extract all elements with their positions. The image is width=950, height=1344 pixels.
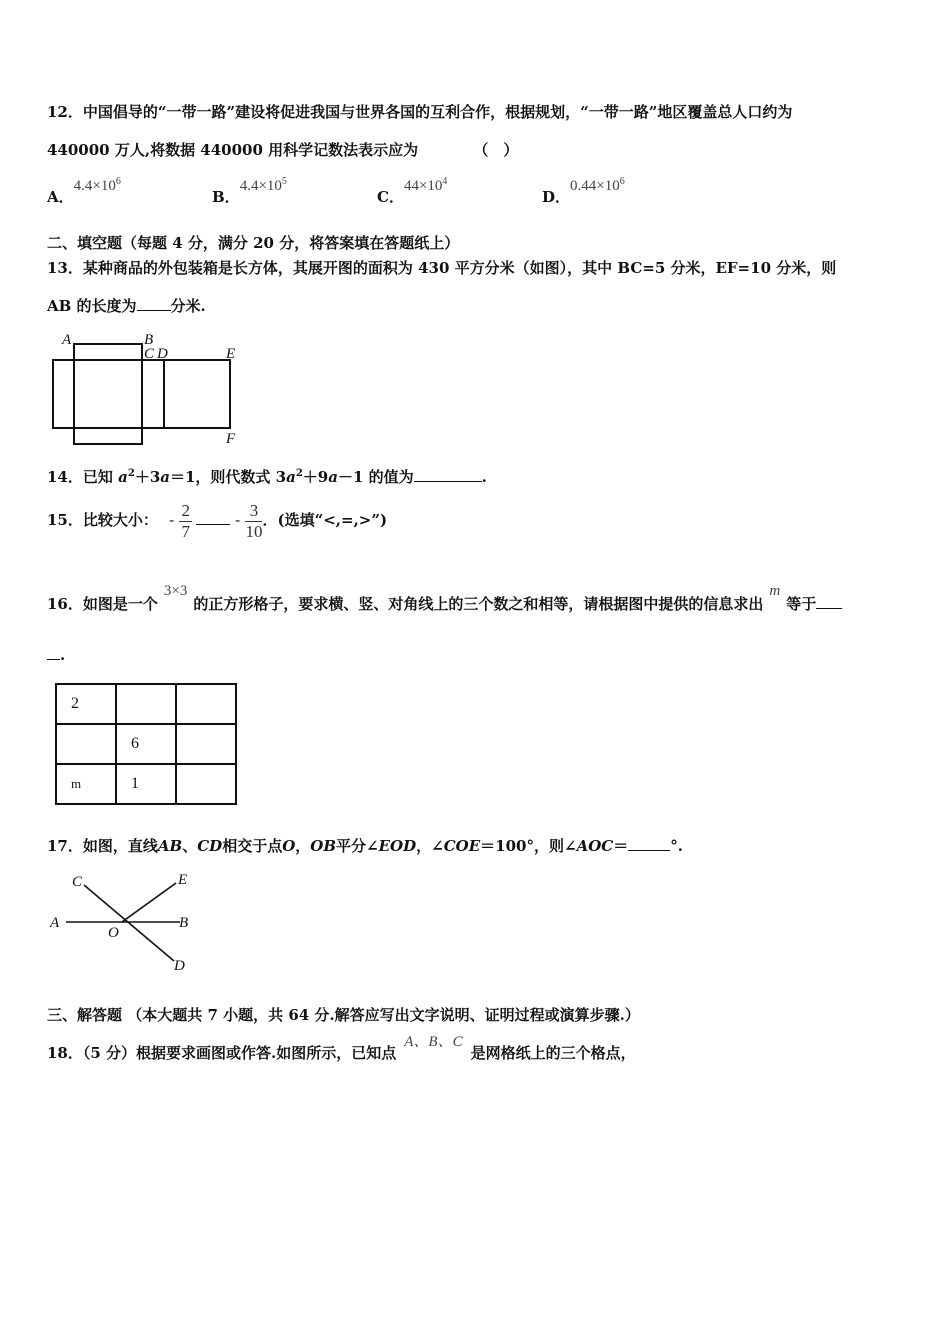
q15-frac2-sign: - — [235, 511, 241, 529]
q16-grid-cell: 1 — [116, 764, 176, 804]
q12-answer-paren: （ ） — [473, 141, 519, 159]
q17-t7: °. — [670, 837, 683, 855]
q16-grid-cell: 2 — [56, 684, 116, 724]
q17-line-cd-segment — [84, 885, 174, 961]
q17-point-o: O — [282, 837, 296, 855]
q17-t6: ＝ — [613, 837, 629, 855]
q18-number: 18． — [47, 1044, 83, 1062]
q18-post: 是网格纸上的三个格点， — [470, 1044, 636, 1062]
q16-grid-cell — [176, 684, 236, 724]
q13-net-back-face — [164, 360, 230, 428]
q17-ray-ob: OB — [310, 837, 337, 855]
q12-line1 — [47, 102, 792, 122]
q12-option-c-value: $44\times 10^4$ — [403, 176, 448, 194]
q13-label-d: D — [157, 346, 168, 362]
q13-label-e: E — [226, 346, 236, 362]
q13-line1 — [47, 258, 836, 278]
q17-answer-blank[interactable] — [628, 850, 670, 851]
q17-pre: 如图，直线 — [82, 837, 158, 855]
q16-grid-cell: 6 — [116, 724, 176, 764]
q15-frac1-numerator: 2 — [181, 500, 190, 520]
q16-grid-cell — [56, 724, 116, 764]
section2-heading: 二、填空题（每题 4 分，满分 20 分，将答案填在答题纸上） — [47, 234, 460, 252]
q13-label-a: A — [62, 332, 72, 348]
q18-points: A、B、C — [404, 1034, 463, 1050]
q13-net-top-face — [74, 344, 142, 360]
q14-expr-end: －1 的值为 — [337, 468, 414, 486]
q16-mid: 的正方形格子，要求横、竖、对角线上的三个数之和相等，请根据图中提供的信息求出 — [193, 595, 764, 613]
q12-option-d-label: D． — [542, 188, 571, 206]
q17-label-b: B — [179, 915, 189, 931]
q17-label-c: C — [72, 874, 83, 890]
q17-angle-aoc: AOC — [576, 837, 614, 855]
q17-label-e: E — [178, 872, 188, 888]
q18-pre: （5 分）根据要求画图或作答.如图所示，已知点 — [82, 1044, 397, 1062]
q16-pre: 如图是一个 — [82, 595, 158, 613]
q17-t1: 相交于点 — [222, 837, 283, 855]
q13-line2 — [47, 296, 206, 316]
q12-line2 — [47, 140, 518, 160]
q15-number: 15． — [47, 511, 83, 529]
q17-angle-coe: COE — [443, 837, 481, 855]
q17-label-o: O — [108, 925, 119, 941]
q17-angle-eod: EOD — [378, 837, 417, 855]
q16-grid-cell — [176, 724, 236, 764]
q14-expr-a2: a — [328, 468, 338, 486]
q16-end: . — [60, 646, 66, 664]
q12-option-b-label: B． — [212, 188, 240, 206]
q15-frac1-denominator: 7 — [181, 521, 190, 541]
q16-line2 — [47, 645, 65, 665]
q15-text: 比较大小： — [82, 511, 158, 529]
q13-net-right-face — [142, 360, 164, 428]
q13-label-f: F — [226, 431, 236, 447]
q18-line — [47, 1034, 636, 1064]
q13-net-figure — [44, 330, 254, 448]
section3-heading: 三、解答题 （本大题共 7 小题，共 64 分.解答应写出文字说明、证明过程或演算步骤.） — [47, 1006, 640, 1024]
q17-ray-oe-segment — [122, 883, 176, 922]
q14-expr-a: a — [286, 468, 296, 486]
q13-label-c: C — [144, 346, 155, 362]
q17-label-a: A — [50, 915, 60, 931]
q14-expr-square: 2 — [295, 468, 303, 479]
q16-post: 等于 — [786, 595, 817, 613]
q14-cond-a: a — [118, 468, 128, 486]
q12-option-b-value: $4.4\times 10^5$ — [239, 176, 287, 194]
q14-answer-blank[interactable] — [414, 481, 482, 482]
q16-var-m: m — [769, 583, 781, 599]
q13-net-bottom-face — [74, 428, 142, 444]
q16-grid-cell — [116, 684, 176, 724]
q12-number: 12． — [47, 103, 83, 121]
q16-line1 — [47, 583, 842, 615]
q14-expr-rest: ＋9 — [302, 468, 329, 486]
q14-cond-a2: a — [160, 468, 170, 486]
q12-option-b — [212, 174, 287, 206]
q14-number: 14． — [47, 468, 83, 486]
q13-text-line2b: 分米. — [170, 297, 206, 315]
q14-cond-rest: ＋3 — [134, 468, 161, 486]
q17-sep: 、 — [182, 837, 198, 855]
q16-answer-blank-a[interactable] — [816, 608, 842, 609]
q15-frac1-sign: - — [169, 511, 175, 529]
q14-pre: 已知 — [82, 468, 119, 486]
q13-label-b: B — [144, 332, 154, 348]
q14-end: . — [481, 468, 487, 486]
q16-grid-row — [56, 724, 236, 764]
q17-label-d: D — [174, 958, 185, 974]
q15-answer-blank[interactable] — [196, 524, 230, 525]
q16-magic-square — [55, 683, 237, 805]
q14-cond-square: 2 — [127, 468, 135, 479]
q17-line — [47, 836, 683, 856]
q15-frac2-denominator: 10 — [245, 521, 263, 541]
q16-number: 16． — [47, 595, 83, 613]
q13-text-line1: 某种商品的外包装箱是长方体，其展开图的面积为 430 平方分米（如图），其中 BC=5 分米，EF=10 分米，则 — [82, 259, 837, 277]
q16-grid-cell: m — [56, 764, 116, 804]
q17-line-ab: AB — [157, 837, 183, 855]
q12-text-line1: 中国倡导的“一带一路”建设将促进我国与世界各国的互利合作，根据规划，“一带一路”地区覆盖总人口约为 — [82, 103, 793, 121]
q17-t2: ， — [295, 837, 311, 855]
q12-option-a-label: A． — [47, 188, 74, 206]
q16-grid-row — [56, 684, 236, 724]
q16-grid-row — [56, 764, 236, 804]
q12-option-c-label: C． — [377, 188, 404, 206]
q16-dims: 3×3 — [163, 583, 188, 599]
q13-net-left-face — [53, 360, 74, 428]
q15-fraction-1 — [179, 501, 192, 542]
q13-net-front-face — [74, 360, 142, 428]
q17-line-cd: CD — [197, 837, 223, 855]
q17-t5: ＝100°，则∠ — [480, 837, 577, 855]
q16-answer-blank-b[interactable] — [47, 659, 60, 660]
q16-grid-cell — [176, 764, 236, 804]
q14-line — [47, 464, 487, 487]
q14-cond-eq: ＝1，则代数式 3 — [169, 468, 287, 486]
q17-angle-figure — [44, 868, 204, 978]
q13-answer-blank[interactable] — [137, 310, 171, 311]
q17-t3: 平分∠ — [336, 837, 379, 855]
q12-option-a — [47, 174, 121, 206]
q17-t4: ，∠ — [416, 837, 444, 855]
q15-hint: ．(选填“<,=,>”) — [262, 511, 388, 529]
q12-text-line2: 440000 万人,将数据 440000 用科学记数法表示应为 — [47, 141, 419, 159]
q12-option-d-value: $0.44\times 10^6$ — [570, 176, 625, 194]
q12-option-a-value: $4.4\times 10^6$ — [73, 176, 121, 194]
q15-line — [47, 497, 387, 543]
q13-text-line2a: AB 的长度为 — [47, 297, 137, 315]
q12-option-d — [542, 174, 625, 206]
q17-number: 17． — [47, 837, 83, 855]
q15-fraction-2 — [245, 501, 262, 542]
q13-number: 13． — [47, 259, 83, 277]
q12-option-c — [377, 174, 448, 206]
q15-frac2-numerator: 3 — [245, 501, 262, 522]
